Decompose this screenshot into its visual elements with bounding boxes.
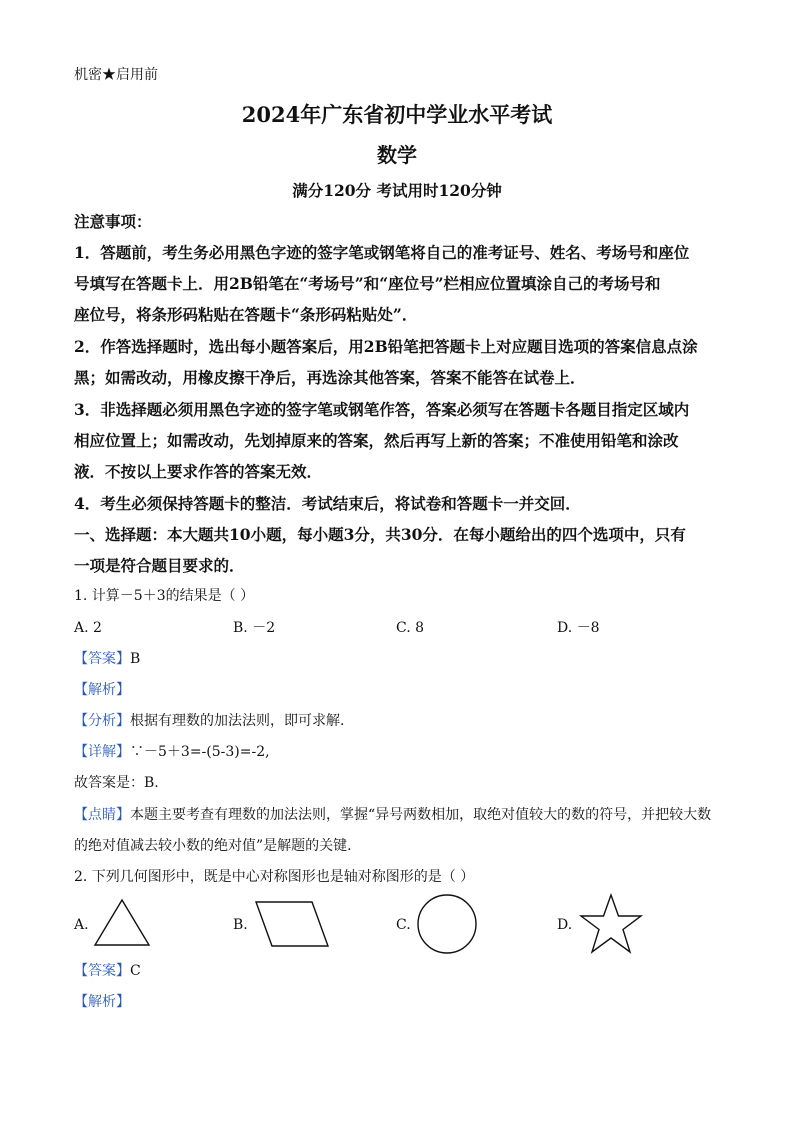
score-time: 满分120分 考试用时120分钟 (292, 181, 502, 200)
q1-option-c: C. 8 (396, 620, 425, 636)
xiangjie-tag: 【详解】 (74, 744, 130, 760)
dianjing-tag: 【点睛】 (74, 807, 130, 823)
q2-option-d: D. (557, 917, 573, 933)
section-heading: 一、选择题：本大题共10小题，每小题3分，共30分．在每小题给出的四个选项中，只有 (74, 525, 686, 544)
q2-option-c: C. (396, 917, 411, 933)
star-figure (578, 893, 644, 955)
notes-line: 1．答题前，考生务必用黑色字迹的签字笔或钢笔将自己的准考证号、姓名、考场号和座位 (74, 243, 690, 262)
q1-fenxi (74, 714, 344, 728)
fenxi-text: 根据有理数的加法法则，即可求解. (130, 713, 345, 729)
notes-line: 相应位置上；如需改动，先划掉原来的答案，然后再写上新的答案；不准使用铅笔和涂改 (74, 431, 679, 450)
dianjing-text: 本题主要考查有理数的加法法则，掌握“异号两数相加，取绝对值较大的数的符号，并把较大数 (130, 807, 712, 823)
q1-answer (74, 652, 140, 666)
notes-line: 号填写在答题卡上．用2B铅笔在“考场号”和“座位号”栏相应位置填涂自己的考场号和 (74, 274, 661, 293)
q2-answer (74, 964, 141, 978)
confidential-label: 机密★启用前 (74, 67, 158, 83)
q1-option-d: D. －8 (557, 620, 600, 636)
triangle-figure (92, 898, 152, 948)
notes-line: 2．作答选择题时，选出每小题答案后，用2B铅笔把答题卡上对应题目选项的答案信息点涂 (74, 337, 698, 356)
xiangjie-text: ∵－5＋3=-(5-3)=-2, (130, 744, 270, 760)
answer-tag: 【答案】 (74, 963, 130, 979)
notes-line: 座位号，将条形码粘贴在答题卡“条形码粘贴处”． (74, 305, 418, 324)
notes-line: 黑；如需改动，用橡皮擦干净后，再选涂其他答案，答案不能答在试卷上． (74, 368, 586, 387)
answer-value: B (130, 651, 141, 667)
q2-option-b: B. (233, 917, 248, 933)
q1-analysis-tag: 【解析】 (74, 682, 130, 698)
notes-line: 3．非选择题必须用黑色字迹的签字笔或钢笔作答，答案必须写在答题卡各题目指定区域内 (74, 400, 690, 419)
fenxi-tag: 【分析】 (74, 713, 130, 729)
q1-option-a: A. 2 (74, 620, 102, 636)
answer-value: C (130, 963, 141, 979)
subject-title: 数学 (377, 143, 417, 167)
page-title: 2024年广东省初中学业水平考试 (241, 102, 553, 127)
q2-option-a: A. (74, 917, 89, 933)
q1-dianjing-cont: 的绝对值减去较小数的绝对值”是解题的关键. (74, 838, 352, 854)
notes-heading: 注意事项： (74, 212, 152, 231)
parallelogram-figure (252, 900, 332, 948)
q2-analysis-tag: 【解析】 (74, 994, 130, 1010)
section-heading: 一项是符合题目要求的． (74, 556, 245, 575)
q1-conclusion: 故答案是：B. (74, 775, 159, 791)
q1-stem: 1. 计算－5＋3的结果是（ ） (74, 588, 255, 604)
q1-option-b: B. －2 (233, 620, 276, 636)
circle-figure (416, 893, 478, 955)
answer-tag: 【答案】 (74, 651, 130, 667)
notes-line: 液．不按以上要求作答的答案无效． (74, 462, 323, 481)
q1-xiangjie (74, 745, 270, 759)
q2-stem: 2. 下列几何图形中，既是中心对称图形也是轴对称图形的是（ ） (74, 869, 475, 885)
notes-line: 4．考生必须保持答题卡的整洁．考试结束后，将试卷和答题卡一并交回． (74, 494, 581, 513)
q1-dianjing (74, 808, 711, 822)
